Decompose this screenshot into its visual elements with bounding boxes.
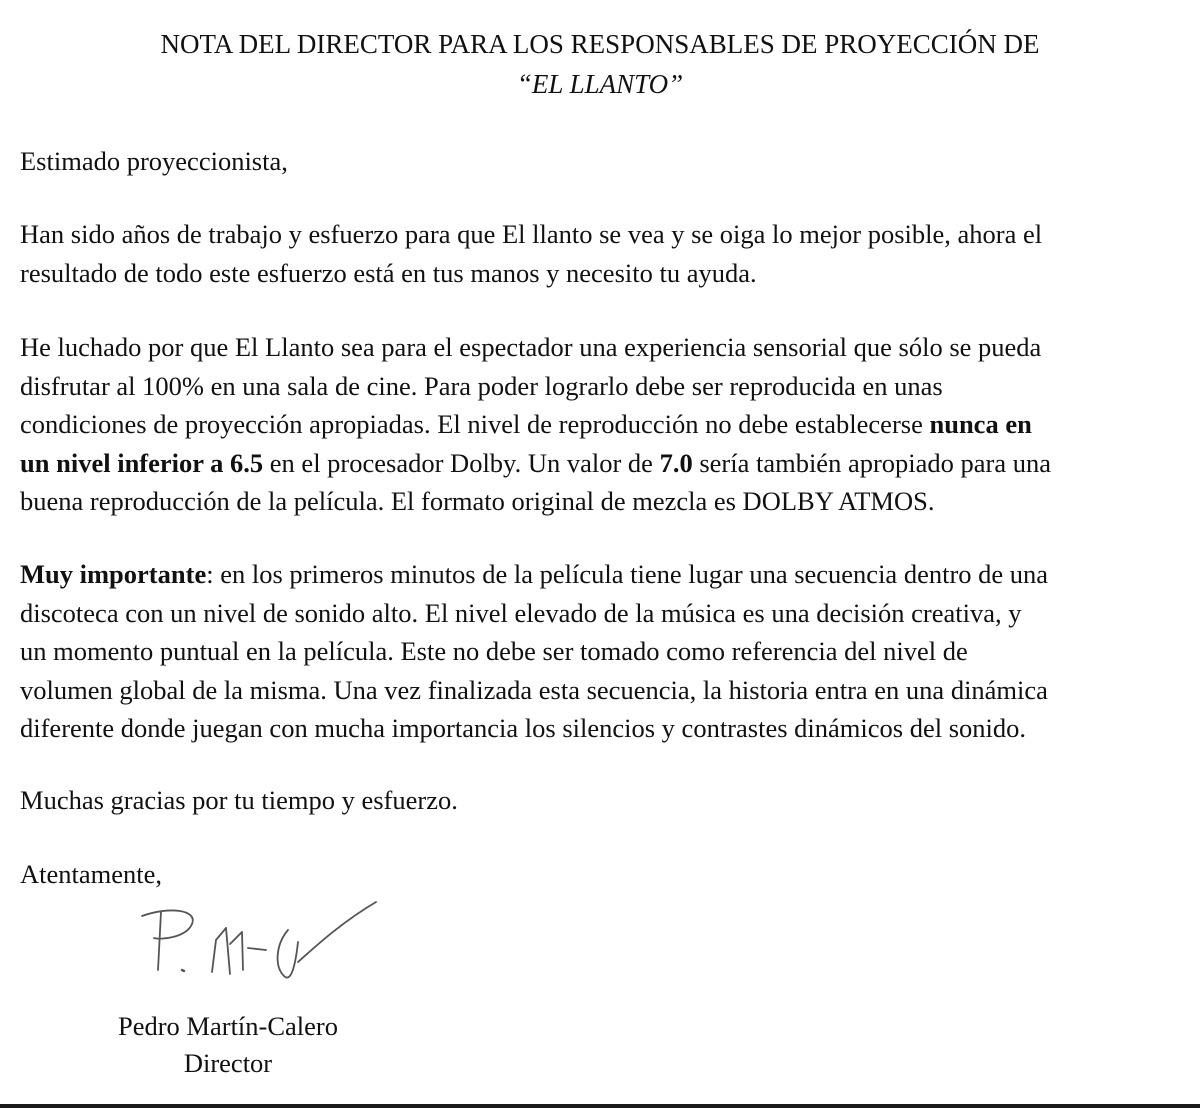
paragraph-playback-level	[20, 328, 1192, 521]
signer-name: Pedro Martín-Calero	[117, 1011, 339, 1041]
paragraph-important	[20, 555, 1192, 748]
emphasis-text: nunca en	[929, 409, 1032, 439]
bottom-divider	[0, 1104, 1200, 1108]
paragraph-line: volumen global de la misma. Una vez finalizada esta secuencia, la historia entra en una dinámica	[20, 674, 1048, 705]
paragraph-line	[20, 405, 1192, 444]
film-title: “EL LLANTO”	[516, 69, 684, 99]
signer-role: Director	[183, 1048, 273, 1078]
paragraph-line: un momento puntual en la película. Este no debe ser tomado como referencia del nivel de	[20, 636, 968, 666]
paragraph-line: diferente donde juegan con mucha importancia los silencios y contrastes dinámicos del sonido.	[20, 713, 1026, 743]
emphasis-text: 7.0	[659, 447, 693, 478]
emphasis-text: Muy importante	[20, 559, 207, 589]
paragraph-line	[20, 444, 1192, 483]
paragraph-text: sería también apropiado para una	[692, 447, 1052, 478]
paragraph-line: buena reproducción de la película. El formato original de mezcla es DOLBY ATMOS.	[20, 486, 935, 516]
paragraph-line: He luchado por que El Llanto sea para el espectador una experiencia sensorial que sólo se pueda	[20, 332, 1042, 362]
handwritten-signature	[130, 900, 390, 1005]
paragraph-text: condiciones de proyección apropiadas. El nivel de reproducción no debe establecerse	[20, 409, 930, 439]
paragraph-line: resultado de todo este esfuerzo está en tus manos y necesito tu ayuda.	[20, 257, 757, 288]
paragraph-line: disfrutar al 100% en una sala de cine. Para poder lograrlo debe ser reproducida en unas	[20, 370, 943, 401]
paragraph-line: discoteca con un nivel de sonido alto. El nivel elevado de la música es una decisión creativa, y	[20, 597, 1022, 628]
paragraph-line: Han sido años de trabajo y esfuerzo para que El llanto se vea y se oiga lo mejor posible, ahora el	[20, 219, 1043, 249]
paragraph-text: : en los primeros minutos de la película tiene lugar una secuencia dentro de una	[206, 559, 1049, 589]
paragraph-line	[20, 555, 1192, 594]
thanks-line: Muchas gracias por tu tiempo y esfuerzo.	[20, 785, 458, 815]
emphasis-text: un nivel inferior a 6.5	[20, 447, 264, 478]
paragraph-intro	[20, 215, 1192, 292]
closing-line: Atentamente,	[20, 859, 163, 889]
greeting: Estimado proyeccionista,	[20, 146, 288, 176]
paragraph-text: en el procesador Dolby. Un valor de	[263, 447, 660, 478]
document-title: NOTA DEL DIRECTOR PARA LOS RESPONSABLES DE PROYECCIÓN DE	[160, 29, 1040, 59]
